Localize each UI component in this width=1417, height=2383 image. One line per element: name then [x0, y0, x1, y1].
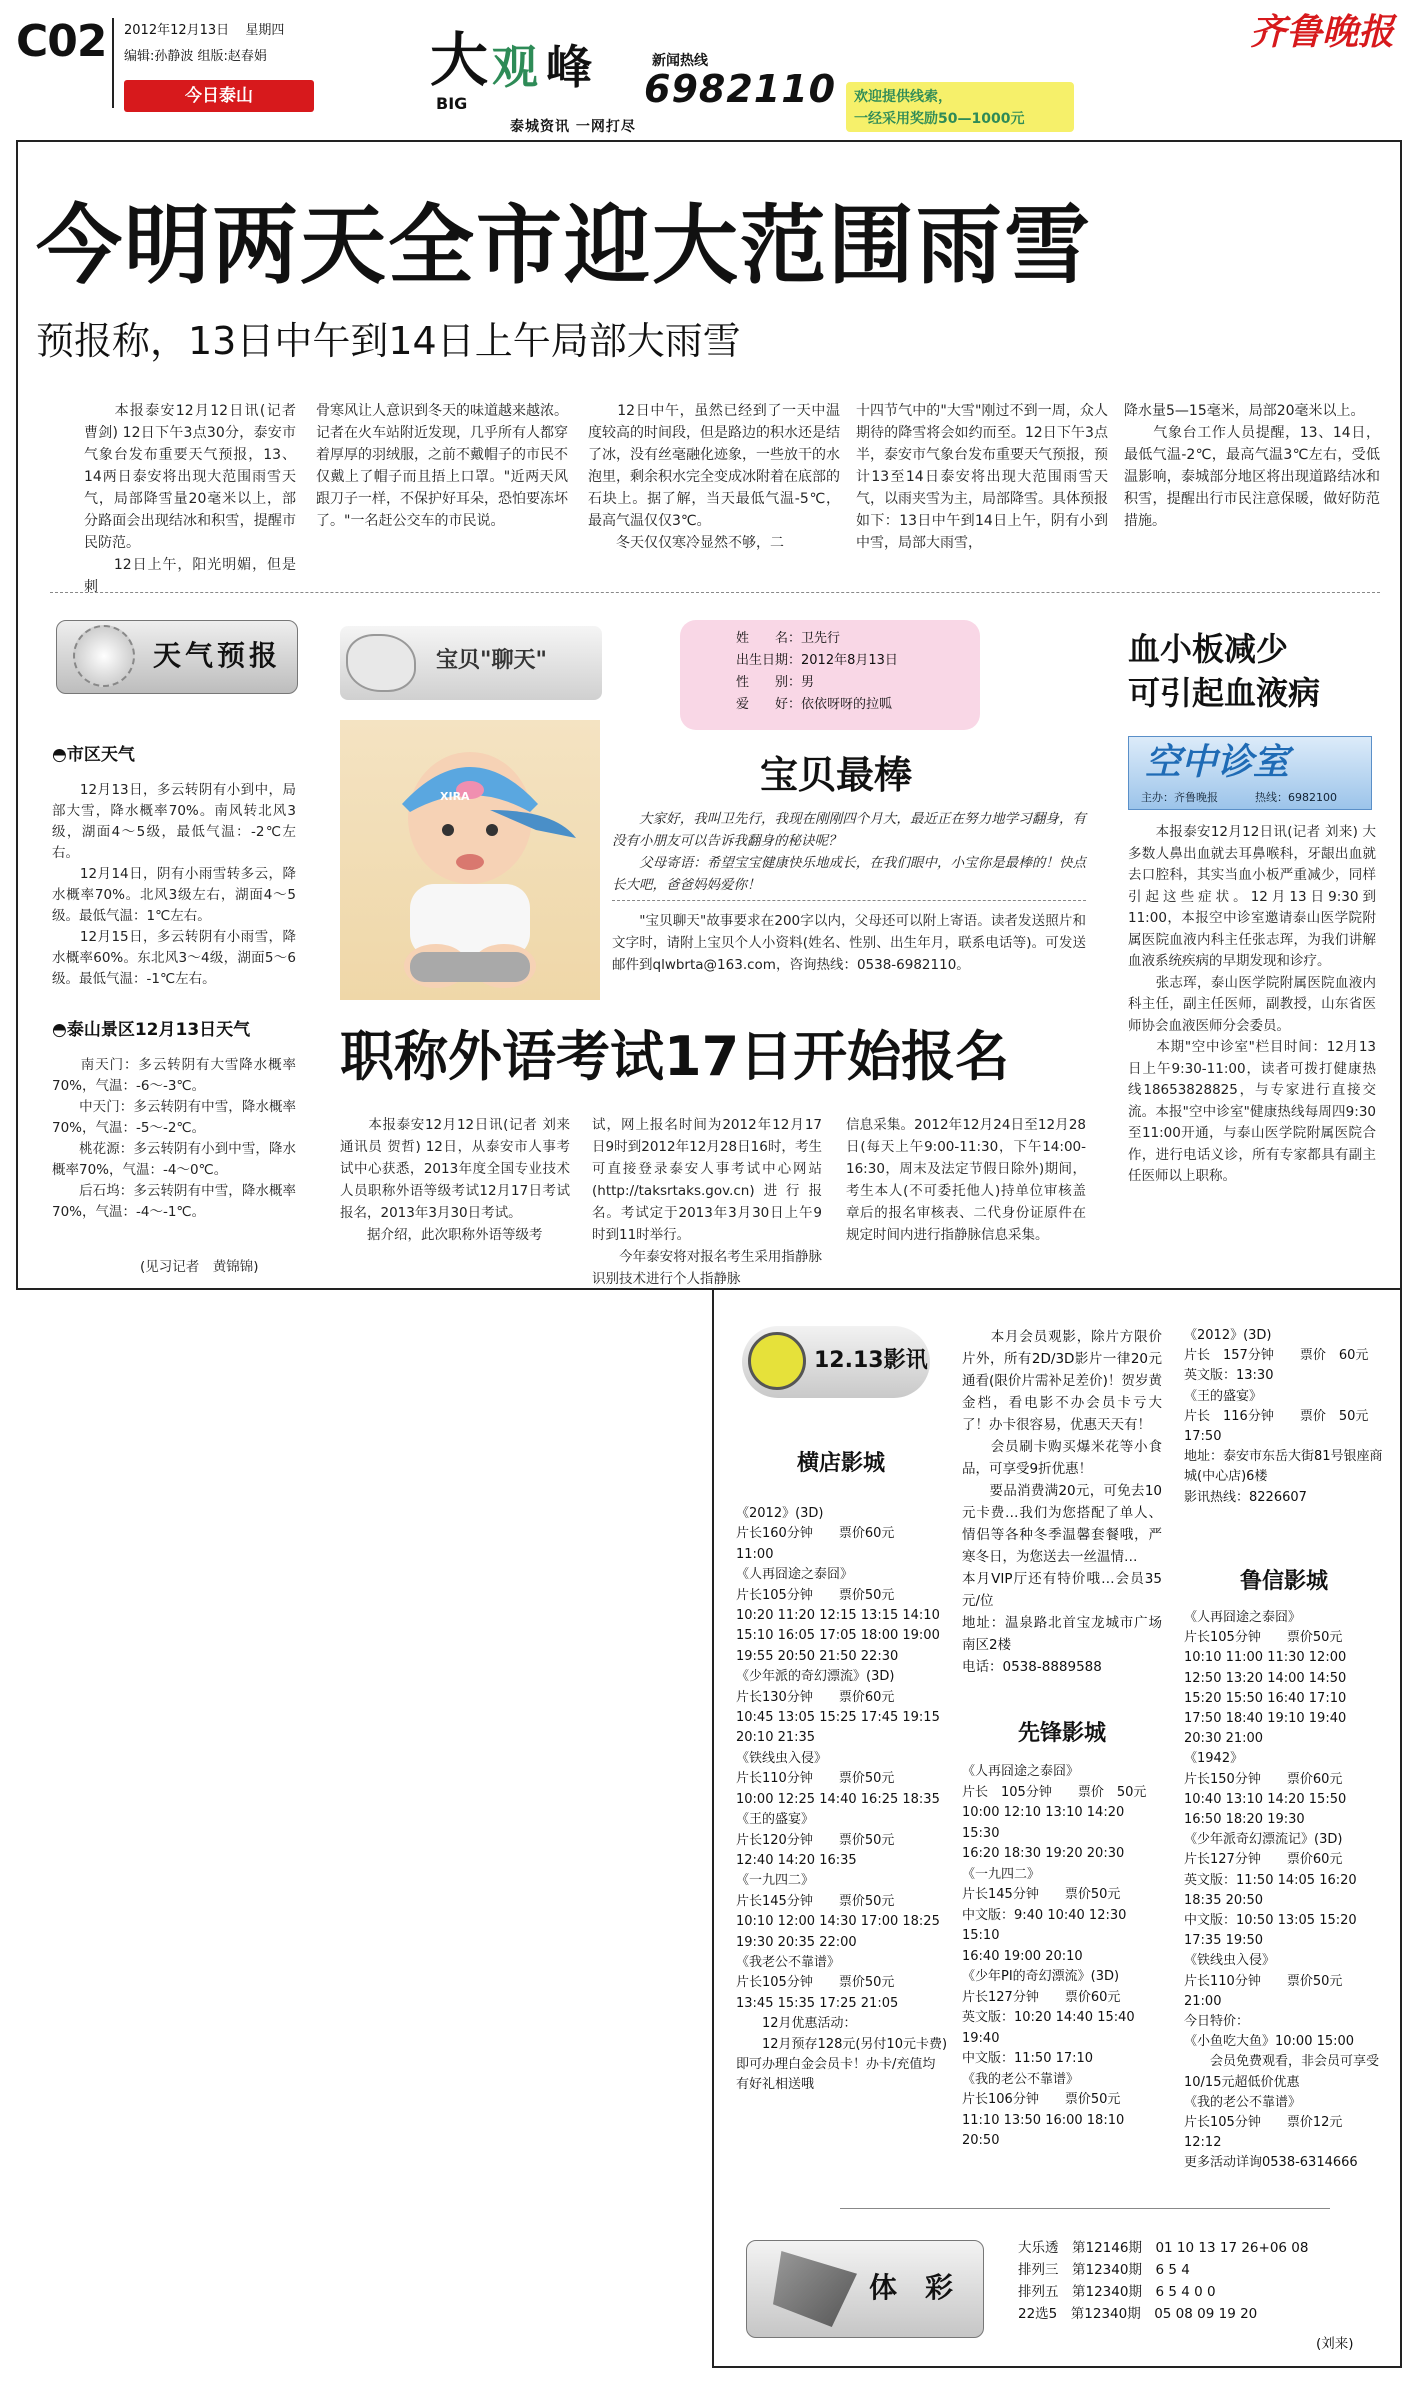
exam-col-1: 本报泰安12月12日讯(记者 刘来 通讯员 贺哲) 12日，从泰安市人事考试中心获悉，2013年度全国专业技术人员职称外语等级考试12月17日考试报名，2013年3月30日考试。 据介绍，此次职称外语等级考: [340, 1117, 570, 1243]
scenic-weather-text: 南天门：多云转阴有大雪降水概率70%，气温：-6～-3℃。 中天门：多云转阴有中雪，降水概率70%，气温：-5～-2℃。 桃花源：多云转阴有小到中雪，降水概率70%，气温：-4～0℃。 后石坞：多云转阴有中雪，降水概率70%，气温：-4～-1℃。: [52, 1057, 296, 1220]
lottery-badge-label: 体 彩: [869, 2271, 954, 2304]
scenic-weather-title-text: 泰山景区12月13日天气: [66, 1020, 251, 1040]
editors-line: 编辑:孙静波 组版:赵春娟: [124, 49, 267, 64]
lottery-line-1: 大乐透 第12146期 01 10 13 17 26+06 08: [1018, 2240, 1309, 2256]
circle-bullet-icon: ◓: [52, 745, 67, 765]
section-tag-label: 今日泰山: [185, 86, 253, 106]
right-top-listing: 《2012》(3D) 片长 157分钟 票价 60元 英文版：13:30 《王的盛宴》 片长 116分钟 票价 50元 17:50 地址：泰安市东岳大街81号银座商城(中心店)6楼 影讯热线：8226607: [1184, 1328, 1383, 1505]
lead-col-4: 十四节气中的"大雪"刚过不到一周，众人期待的降雪将会如约而至。12日下午3点半，泰安市气象台发布重要天气预报，预计13至14日泰安将出现大范围雨雪天气，以雨夹雪为主，局部降雪。具体预报如下：13日中午到14日上午，阴有小到中雪，局部大雨雪，: [856, 403, 1108, 551]
lead-col-3: 12日中午，虽然已经到了一天中温度较高的时间段，但是路边的积水还是结了冰，没有丝毫融化迹象，一些放干的水泡里，剩余积水完全变成冰附着在底部的石块上。据了解，当天最低气温-5℃，最高气温仅仅3℃。 冬天仅仅寒冷显然不够，二: [588, 403, 840, 551]
masthead: [0, 0, 1417, 140]
weather-badge-label: 天气预报: [153, 639, 282, 672]
brand-guan: 观: [492, 40, 538, 94]
baby-illustration: [340, 720, 600, 1000]
clinic-banner-host: 主办：齐鲁晚报: [1141, 791, 1218, 804]
lead-divider: [50, 592, 1380, 593]
scenic-weather-title: [52, 1015, 250, 1040]
clinic-banner: [1128, 736, 1372, 810]
section-tag: [124, 80, 314, 112]
lottery-line-2: 排列三 第12340期 6 5 4: [1018, 2262, 1190, 2278]
exam-col-2: 试，网上报名时间为2012年12月17日9时到2012年12月28日16时，考生可直接登录泰安人事考试中心网站(http://taksrtaks.gov.cn)进行报名。考试定于2013年3月30日上午9时到11时举行。 今年泰安将对报名考生采用指静脉识别技术进行个人指静脉: [592, 1117, 822, 1287]
weather-credit: (见习记者 黄锦锦): [140, 1259, 259, 1275]
lead-col-1: 本报泰安12月12日讯(记者 曹剑) 12日下午3点30分，泰安市气象台发布重要天气预报，13、14两日泰安将出现大范围雨雪天气，局部降雪量20毫米以上，部分路面会出现结冰和积雪，提醒市民防范。 12日上午，阳光明媚，但是刺: [84, 403, 296, 595]
lead-col-5: 降水量5—15毫米，局部20毫米以上。 气象台工作人员提醒，13、14日，最低气温-2℃，最高气温3℃左右，受低温影响，泰城部分地区将出现道路结冰和积雪，提醒出行市民注意保暖，做好防范措施。: [1124, 403, 1380, 529]
hengdian-listing: 《2012》(3D) 片长160分钟 票价60元 11:00 《人再囧途之泰囧》 片长105分钟 票价50元 10:20 11:20 12:15 13:15 14:10 15:10 16:05 17:05 18:00 19:00 19:55 20:50 21:50 22:30 《少年派的奇幻漂流》(3D) 片长130分钟 票价60元 10:45 13:05 15:25 17:45 19:15 20:10 21:35 《铁线虫入侵》 片长110分钟 票价50元 10:00 12:25 14:40 16:25 18:35 《王的盛宴》 片长120分钟 票价50元 12:40 14:20 16:35 《一九四二》 片长145分钟 票价50元 10:10 12:00 14:30 17:00 18:25 19:30 20:35 22:00 《我老公不靠谱》 片长105分钟 票价50元 13:45 15:35 17:25 21:05 12月优惠活动： 12月预存128元(另付10元卡费)即可办理白金会员卡！办卡/充值均有好礼相送哦: [736, 1506, 948, 2093]
city-weather-title-text: 市区天气: [66, 745, 135, 765]
cinema-badge: [742, 1326, 930, 1398]
baby-notice: "宝贝聊天"故事要求在200字以内，父母还可以附上寄语。读者发送照片和文字时，请附上宝贝个人小资料(姓名、性别、出生年月，联系电话等)。可发送邮件到qlwbrta@163.com，咨询热线：0538-6982110。: [612, 913, 1086, 973]
weekday-text: 星期四: [245, 23, 285, 38]
profile-birth: 出生日期：2012年8月13日: [736, 653, 898, 668]
brand-logo: [430, 28, 850, 138]
baby-divider: [612, 900, 1086, 901]
vertical-divider: [112, 18, 114, 108]
lottery-credit: (刘来): [1316, 2336, 1354, 2352]
film-reel-icon: [748, 1332, 806, 1390]
profile-name: 姓 名：卫先行: [736, 631, 841, 646]
hengdian-name: 横店影城: [796, 1451, 885, 1476]
city-weather-title: [52, 740, 135, 765]
clinic-headline-1: 血小板减少: [1128, 630, 1289, 668]
exam-col-3: 信息采集。2012年12月24日至12月28日(每天上午9:00-11:30，下午14:00-16:30，周末及法定节假日除外)期间，考生本人(不可委托他人)持单位审核盖章后的报名审核表、二代身份证原件在规定时间内进行指静脉信息采集。: [846, 1117, 1086, 1243]
baby-profile-card: [680, 620, 980, 730]
clinic-headline-2: 可引起血液病: [1128, 674, 1321, 712]
date-text: 2012年12月13日: [124, 23, 230, 38]
clinic-banner-title: 空中诊室: [1145, 742, 1290, 783]
lead-col-2: 骨寒风让人意识到冬天的味道越来越浓。记者在火车站附近发现，几乎所有人都穿着厚厚的羽绒服，之前不戴帽子的市民不仅戴上了帽子而且捂上口罩。"近两天风跟刀子一样，不保护好耳朵，恐怕要冻坏了。"一名赶公交车的市民说。: [316, 403, 568, 529]
weather-badge: [56, 620, 298, 694]
city-weather-text: 12月13日，多云转阴有小到中，局部大雪，降水概率70%。南风转北风3级，湖面4～5级，最低气温：-2℃左右。 12月14日，阴有小雨雪转多云，降水概率70%。北风3级左右，湖面4～5级。最低气温：1℃左右。 12月15日，多云转阴有小雨雪，降水概率60%。东北风3～4级，湖面5～6级。最低气温：-1℃左右。: [52, 782, 296, 987]
baby-photo: [340, 720, 600, 1000]
lottery-ball-icon: [773, 2251, 857, 2327]
baby-body: 大家好，我叫卫先行，我现在刚刚四个月大，最近正在努力地学习翻身，有没有小朋友可以告诉我翻身的秘诀呢？ 父母寄语：希望宝宝健康快乐地成长，在我们眼中，小宝你是最棒的！快点长大吧，爸爸妈妈爱你！: [612, 811, 1086, 893]
brand-big-en: BIG: [436, 94, 468, 113]
brand-feng: 峰: [546, 40, 592, 94]
xianfeng-listing: 《人再囧途之泰囧》 片长 105分钟 票价 50元 10:00 12:10 13:10 14:20 15:30 16:20 18:30 19:20 20:30 《一九四二》 片长145分钟 票价50元 中文版：9:40 10:40 12:30 15:10 16:40 19:00 20:10 《少年PI的奇幻漂流》(3D) 片长127分钟 票价60元 英文版：10:20 14:40 15:40 19:40 中文版：11:50 17:10 《我的老公不靠谱》 片长106分钟 票价50元 11:10 13:50 16:00 18:10 20:50: [962, 1764, 1147, 2148]
lottery-line-3: 排列五 第12340期 6 5 4 0 0: [1018, 2284, 1216, 2300]
hotline-number: 6982110: [644, 67, 837, 111]
circle-bullet-icon: ◓: [52, 1020, 67, 1040]
cap-print: XIRA: [440, 790, 470, 803]
xianfeng-name: 先锋影城: [1017, 1721, 1106, 1746]
reward-line-1: 欢迎提供线索，: [854, 89, 952, 105]
baby-column-badge: [340, 626, 602, 700]
reward-line-2: 一经采用奖励50—1000元: [854, 111, 1025, 127]
lead-subheadline: 预报称，13日中午到14日上午局部大雨雪: [36, 319, 741, 363]
issue-date: [124, 20, 284, 41]
baby-title: 宝贝最棒: [760, 753, 913, 797]
page-code: C02: [16, 16, 107, 67]
sun-icon: [73, 625, 135, 687]
baby-column-label: 宝贝"聊天": [436, 648, 547, 673]
middle-cinema-text: 本月会员观影，除片方限价片外，所有2D/3D影片一律20元通看(限价片需补足差价)！贺岁黄金档，看电影不办会员卡亏大了！办卡很容易，优惠天天有！ 会员刷卡购买爆米花等小食品，可享受9折优惠！ 要品消费满20元，可免去10元卡费…我们为您搭配了单人、情侣等各种冬季温馨套餐哦，严寒冬日，为您送去一丝温情… 本月VIP厅还有特价哦…会员35元/位 地址：温泉路北首宝龙城市广场南区2楼 电话：0538-8889588: [962, 1329, 1162, 1675]
profile-hobby: 爱 好：依依呀呀的拉呱: [736, 697, 893, 712]
clinic-banner-hotline: 热线：6982100: [1255, 791, 1337, 804]
reward-box: [846, 82, 1074, 132]
lottery-divider: [840, 2208, 1330, 2209]
hotline-label: 新闻热线: [652, 53, 708, 69]
exam-headline: 职称外语考试17日开始报名: [340, 1025, 1010, 1088]
cinema-badge-label: 12.13影讯: [814, 1348, 928, 1373]
profile-gender: 性 别：男: [736, 675, 815, 690]
luxin-listing: 《人再囧途之泰囧》 片长105分钟 票价50元 10:10 11:00 11:30 12:00 12:50 13:20 14:00 14:50 15:20 15:50 16:40 17:10 17:50 18:40 19:10 19:40 20:30 21:00 《1942》 片长150分钟 票价60元 10:40 13:10 14:20 15:50 16:50 18:20 19:30 《少年派奇幻漂流记》(3D) 片长127分钟 票价60元 英文版：11:50 14:05 16:20 18:35 20:50 中文版：10:50 13:05 15:20 17:35 19:50 《铁线虫入侵》 片长110分钟 票价50元 21:00 今日特价： 《小鱼吃大鱼》10:00 15:00 会员免费观看，非会员可享受10/15元超低价优惠 《我的老公不靠谱》 片长105分钟 票价12元 12:12 更多活动详询0538-6314666: [1184, 1610, 1380, 2171]
luxin-name: 鲁信影城: [1239, 1569, 1328, 1594]
clinic-body: 本报泰安12月12日讯(记者 刘来) 大多数人鼻出血就去耳鼻喉科，牙龈出血就去口腔科，其实当血小板严重减少，同样引起这些症状。12月13日9:30到11:00，本报空中诊室邀请泰山医学院附属医院血液内科主任张志珲，为我们讲解血液系统疾病的早期发现和诊疗。 张志珲，泰山医学院附属医院血液内科主任，副主任医师，副教授，山东省医师协会血液医师分会委员。 本期"空中诊室"栏目时间：12月13日上午9:30-11:00，读者可拨打健康热线18653828825，与专家进行直接交流。本报"空中诊室"健康热线每周四9:30至11:00开通，与泰山医学院附属医院合作，进行电话义诊，所有专家都具有副主任医师以上职称。: [1128, 824, 1376, 1184]
paper-name: 齐鲁晚报: [1250, 11, 1395, 53]
lottery-badge: [746, 2240, 984, 2338]
lead-headline: 今明两天全市迎大范围雨雪: [36, 196, 1092, 296]
brand-slogan: 泰城资讯 一网打尽: [510, 119, 636, 135]
elephant-icon: [346, 634, 416, 692]
lottery-line-4: 22选5 第12340期 05 08 09 19 20: [1018, 2306, 1258, 2322]
brand-big: 大: [430, 26, 489, 94]
